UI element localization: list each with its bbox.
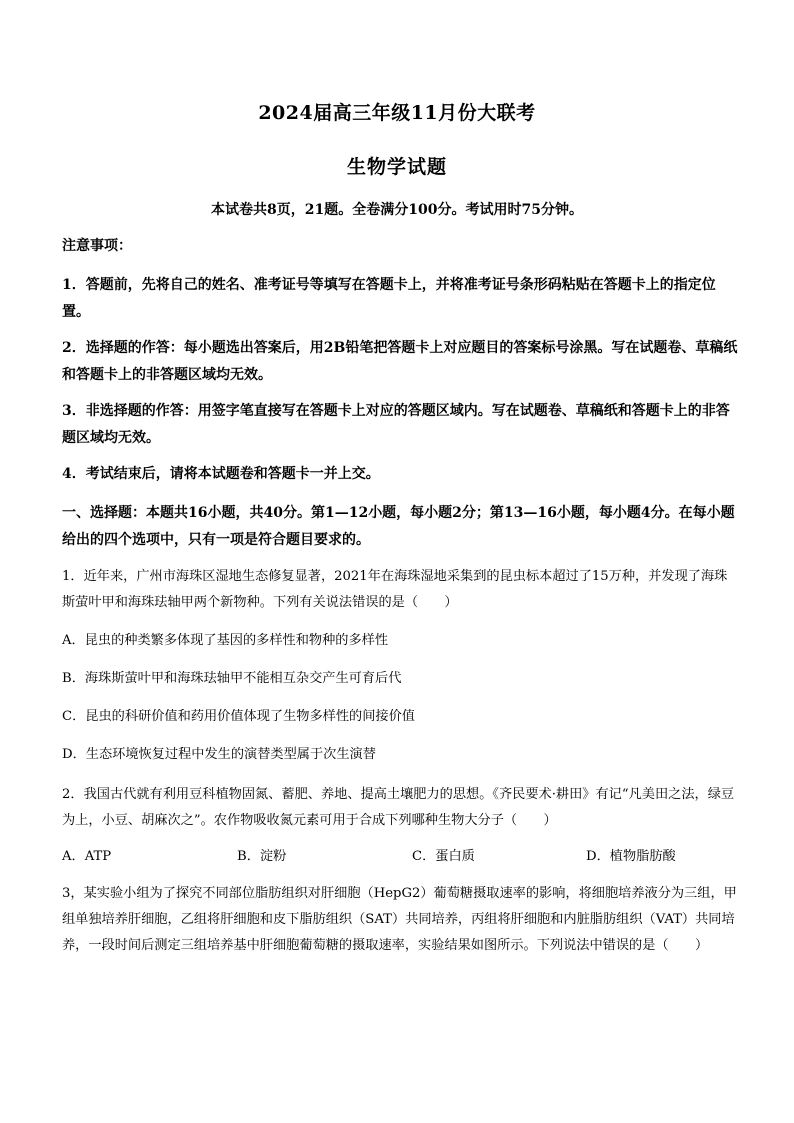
question-2-stem: 2．我国古代就有利用豆科植物固氮、蓄肥、养地、提高土壤肥力的思想。《齐民要术·耕田》有记“凡美田之法，绿豆为上，小豆、胡麻次之”。农作物吸收氮元素可用于合成下列哪种生物大分子（ ） [62, 787, 735, 828]
note-item-3: 3．非选择题的作答：用签字笔直接写在答题卡上对应的答题区域内。写在试题卷、草稿纸和答题卡上的非答题区域均无效。 [62, 403, 730, 446]
question-2-option-a: A．ATP [62, 849, 112, 864]
question-3-stem: 3，某实验小组为了探究不同部位脂肪组织对肝细胞（HepG2）葡萄糖摄取速率的影响，将细胞培养液分为三组，甲组单独培养肝细胞，乙组将肝细胞和皮下脂肪组织（SAT）共同培养，丙组将肝细胞和内脏脂肪组织（VAT）共同培养，一段时间后测定三组培养基中肝细胞葡萄糖的摄取速率，实验结果如图所示。下列说法中错误的是（ ） [62, 886, 737, 953]
question-2-option-d: D．植物脂肪酸 [586, 849, 676, 864]
exam-subject: 生物学试题 [346, 156, 447, 178]
question-1-option-b: B．海珠斯萤叶甲和海珠珐轴甲不能相互杂交产生可育后代 [62, 671, 402, 686]
question-1-option-d: D．生态环境恢复过程中发生的演替类型属于次生演替 [62, 747, 376, 762]
question-2-options [62, 847, 738, 867]
question-1-option-a: A．昆虫的种类繁多体现了基因的多样性和物种的多样性 [62, 633, 389, 648]
question-2-option-b: B．淀粉 [237, 849, 287, 864]
note-item-4: 4．考试结束后，请将本试题卷和答题卡一并上交。 [62, 466, 380, 482]
question-2-option-c: C．蛋白质 [412, 849, 475, 864]
note-item-2: 2．选择题的作答：每小题选出答案后，用2B铅笔把答题卡上对应题目的答案标号涂黑。写在试题卷、草稿纸和答题卡上的非答题区域均无效。 [62, 340, 738, 383]
question-1-option-c: C．昆虫的科研价值和药用价值体现了生物多样性的间接价值 [62, 709, 415, 724]
question-1-stem: 1．近年来，广州市海珠区湿地生态修复显著，2021年在海珠湿地采集到的昆虫标本超过了15万种，并发现了海珠斯萤叶甲和海珠珐轴甲两个新物种。下列有关说法错误的是（ ） [62, 569, 728, 610]
exam-title: 2024届高三年级11月份大联考 [258, 102, 536, 124]
notes-heading: 注意事项： [62, 238, 132, 254]
note-item-1: 1．答题前，先将自己的姓名、准考证号等填写在答题卡上，并将准考证号条形码粘贴在答题卡上的指定位置。 [62, 277, 716, 320]
section-heading: 一、选择题：本题共16小题，共40分。第1—12小题，每小题2分；第13—16小题，每小题4分。在每小题给出的四个选项中，只有一项是符合题目要求的。 [62, 505, 735, 548]
exam-info: 本试卷共8页，21题。全卷满分100分。考试用时75分钟。 [211, 202, 583, 218]
